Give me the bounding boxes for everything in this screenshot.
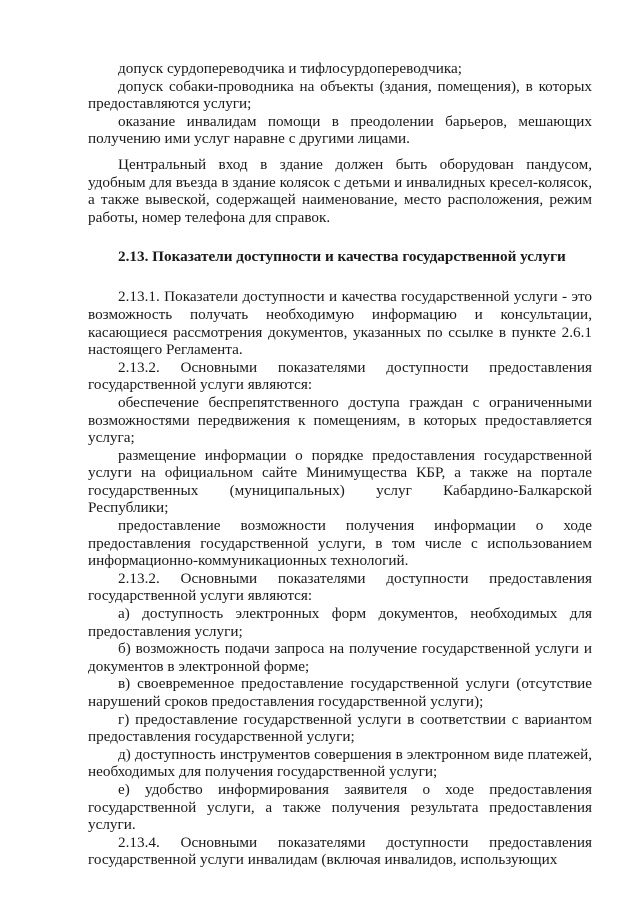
paragraph: оказание инвалидам помощи в преодолении барьеров, мешающих получению ими услуг наравне с другими лицами. (88, 112, 592, 148)
list-item: а) доступность электронных форм документов, необходимых для предоставления услуги; (88, 605, 592, 640)
paragraph: 2.13.4. Основными показателями доступности предоставления государственной услуги инвалидам (включая инвалидов, использующих (88, 833, 592, 869)
paragraph: Центральный вход в здание должен быть оборудован пандусом, удобным для въезда в здание колясок с детьми и инвалидных кресел-колясок, а также вывеской, содержащей наименование, место расположения, режим работы, номер телефона для справок. (88, 155, 592, 226)
document-page (88, 60, 592, 869)
list-item: б) возможность подачи запроса на получение государственной услуги и документов в электронной форме; (88, 640, 592, 675)
list-item: г) предоставление государственной услуги в соответствии с вариантом предоставления государственной услуги; (88, 710, 592, 746)
paragraph: допуск сурдопереводчика и тифлосурдопереводчика; (118, 60, 462, 77)
paragraph: 2.13.2. Основными показателями доступности предоставления государственной услуги являются: (88, 358, 592, 394)
paragraph: 2.13.1. Показатели доступности и качества государственной услуги - это возможность получать необходимую информацию и консультации, касающиеся рассмотрения документов, указанных по ссылке в пункте 2.6.1 настоящего Регламента. (88, 288, 592, 359)
paragraph: размещение информации о порядке предоставления государственной услуги на официальном сайте Минимущества КБР, а также на портале государственных (муниципальных) услуг Кабардино-Балкарской Республики; (88, 446, 592, 517)
list-item: в) своевременное предоставление государственной услуги (отсутствие нарушений сроков предоставления государственной услуги); (88, 675, 592, 710)
paragraph: допуск собаки-проводника на объекты (здания, помещения), в которых предоставляются услуги; (88, 77, 592, 113)
section-heading: 2.13. Показатели доступности и качества государственной услуги (118, 248, 566, 266)
paragraph: обеспечение беспрепятственного доступа граждан с ограниченными возможностями передвижения к помещениям, в которых предоставляется услуга; (88, 393, 592, 447)
paragraph: предоставление возможности получения информации о ходе предоставления государственной услуги, в том числе с использованием информационно-коммуникационных технологий. (88, 517, 592, 570)
list-item: д) доступность инструментов совершения в электронном виде платежей, необходимых для получения государственной услуги; (88, 745, 592, 781)
list-item: е) удобство информирования заявителя о ходе предоставления государственной услуги, а также получения результата предоставления услуги. (88, 780, 592, 834)
paragraph: 2.13.2. Основными показателями доступности предоставления государственной услуги являются: (88, 569, 592, 605)
